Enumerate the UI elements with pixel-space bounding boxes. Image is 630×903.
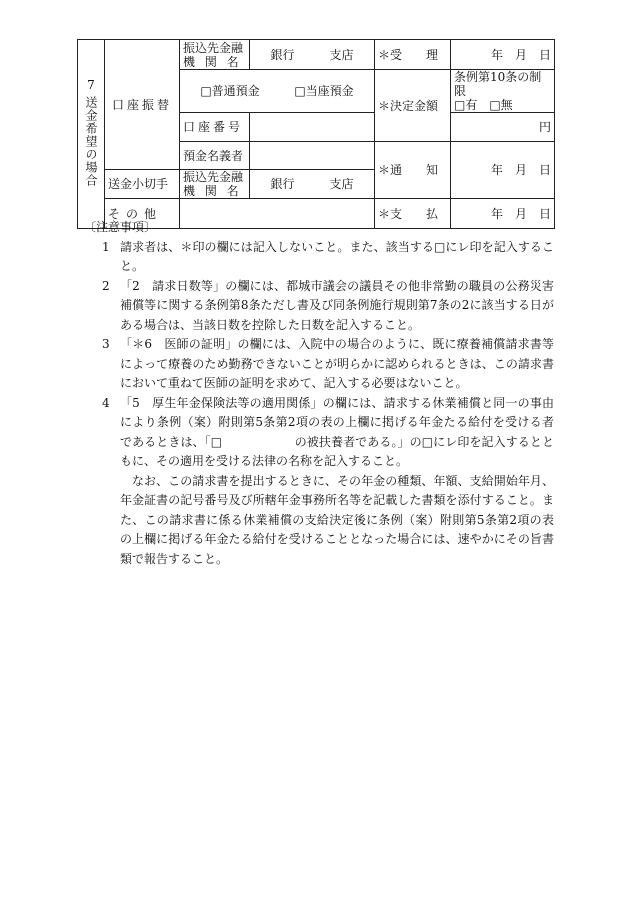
- decided-amount-label: ＊決定金額: [375, 70, 451, 142]
- remittance-check-label: 送金小切手: [105, 170, 180, 199]
- account-holder-label: 預金名義者: [180, 142, 250, 170]
- account-holder-field[interactable]: [250, 142, 375, 170]
- deposit-type-field[interactable]: [180, 70, 375, 113]
- received-date[interactable]: 年 月 日: [451, 40, 555, 70]
- note-item: 2 「2 請求日数等」の欄には、都城市議会の議員その他非常勤の職員の公務災害補償等に関する条例第8条ただし書及び同条例施行規則第7条の2に該当する日がある場合は、当該日数を控除した日数を記入すること。: [102, 278, 554, 332]
- bank-name-label: 振込先金融 機 関 名: [180, 40, 250, 70]
- check-bank-label: 振込先金融 機 関 名: [180, 170, 250, 199]
- section-number: 7: [87, 78, 95, 92]
- paid-label: ＊支 払: [375, 199, 451, 229]
- received-label: ＊受 理: [375, 40, 451, 70]
- account-number-label: 口座番号: [180, 113, 250, 142]
- notified-date[interactable]: 年 月 日: [451, 142, 555, 199]
- limit-field[interactable]: 条例第10条の制限 □有 □無: [451, 70, 555, 113]
- notified-label: ＊通 知: [375, 142, 451, 199]
- toza-checkbox[interactable]: □当座預金: [294, 84, 354, 98]
- account-number-field[interactable]: [250, 113, 375, 142]
- section-title: 送金希望の場合: [84, 96, 98, 187]
- remittance-form-table: [77, 39, 555, 229]
- yen-field[interactable]: 円: [451, 113, 555, 142]
- note-item: 3 「＊6 医師の証明」の欄には、入院中の場合のように、既に療養補償請求書等によって療養のため勤務できないことが明らかに認められるときは、この請求書において重ねて医師の証明を求めて、記入する必要はないこと。: [102, 337, 554, 390]
- futsu-checkbox[interactable]: □普通預金: [200, 84, 260, 98]
- paid-date[interactable]: 年 月 日: [451, 199, 555, 229]
- note-item: 1 請求者は、＊印の欄には記入しないこと。また、該当する□にレ印を記入すること。: [102, 239, 554, 273]
- other-label: その他: [105, 199, 180, 229]
- section-7-header: [78, 40, 105, 229]
- notes-heading: 〔注意事項〕: [84, 220, 157, 234]
- notes-section: [84, 218, 554, 569]
- bank-name-field[interactable]: 銀行 支店: [250, 40, 375, 70]
- note-item: 4 「5 厚生年金保険法等の適用関係」の欄には、請求する休業補償と同一の事由により条例（案）附則第5条第2項の表の上欄に掲げる年金たる給付を受ける者であるときは、「□ の被扶養者である。」の□にレ印を記入するとともに、その適用を受ける法律の名称を記入すること。: [102, 395, 554, 468]
- row-bank-transfer: [78, 40, 555, 70]
- check-bank-field[interactable]: 銀行 支店: [250, 170, 375, 199]
- account-transfer-label: 口座振替: [105, 40, 180, 170]
- notes-closing: なお、この請求書を提出するときに、その年金の種類、年額、支給開始年月、年金証書の記号番号及び所轄年金事務所名等を記載した書類を添付すること。また、この請求書に係る休業補償の支給決定後に条例（案）附則第5条第2項の表の上欄に掲げる年金たる給付を受けることとなった場合には、速やかにその旨書類で報告すること。: [120, 473, 554, 566]
